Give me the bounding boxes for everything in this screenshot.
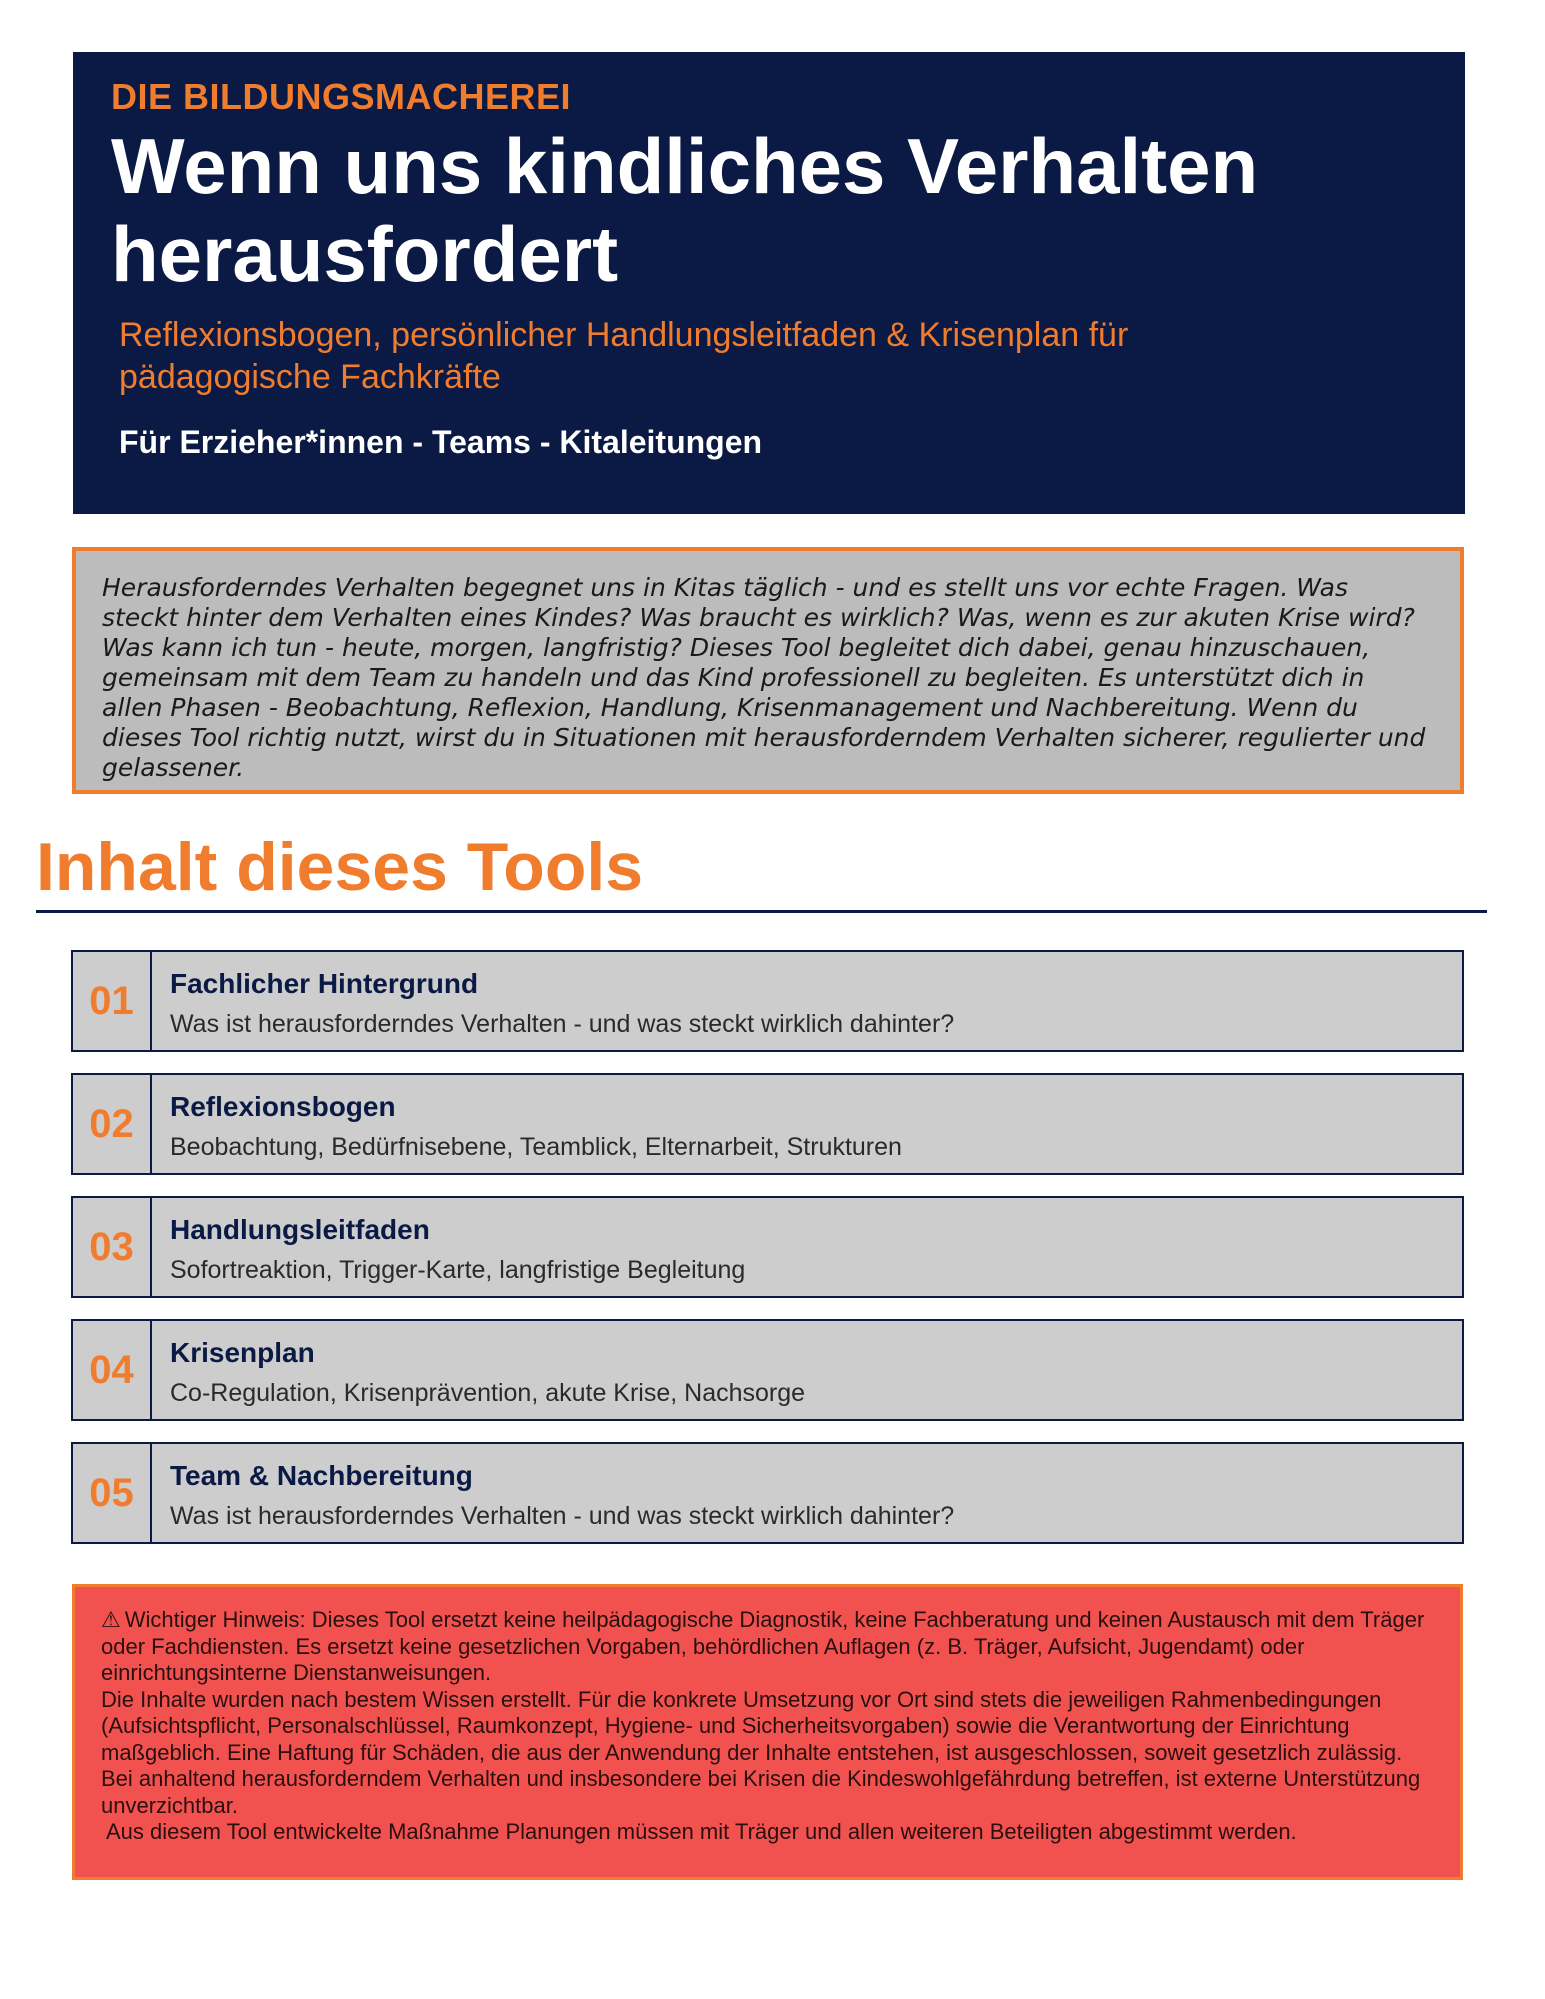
toc-item	[71, 1073, 1464, 1175]
intro-box	[72, 547, 1464, 794]
toc-item-text	[152, 1075, 902, 1173]
target-audience: Für Erzieher*innen - Teams - Kitaleitungen	[119, 424, 763, 460]
toc-item-title: Reflexionsbogen	[170, 1091, 396, 1122]
disclaimer-label: Wichtiger Hinweis:	[124, 1607, 306, 1632]
toc-item	[71, 1319, 1464, 1421]
toc-item-description: Sofortreaktion, Trigger-Karte, langfristige Begleitung	[170, 1256, 746, 1284]
toc-item-description: Beobachtung, Bedürfnisebene, Teamblick, Elternarbeit, Strukturen	[170, 1133, 902, 1161]
toc-item-title: Fachlicher Hintergrund	[170, 968, 479, 999]
toc-item-number: 03	[73, 1198, 152, 1296]
toc-item	[71, 950, 1464, 1052]
toc-item	[71, 1442, 1464, 1544]
toc-item-description: Was ist herausforderndes Verhalten - und was steckt wirklich dahinter?	[170, 1502, 955, 1530]
toc-item-number: 04	[73, 1321, 152, 1419]
toc-item-number: 02	[73, 1075, 152, 1173]
toc-item-title: Krisenplan	[170, 1337, 315, 1368]
toc-item-description: Co-Regulation, Krisenprävention, akute Krise, Nachsorge	[170, 1379, 806, 1407]
warning-icon: ⚠	[101, 1607, 121, 1632]
page-subtitle: Reflexionsbogen, persönlicher Handlungsleitfaden & Krisenplan für pädagogische Fachkräfte	[119, 316, 1129, 396]
disclaimer-text: Dieses Tool ersetzt keine heilpädagogische Diagnostik, keine Fachberatung und keinen Austausch mit dem Träger oder Fachdiensten. Es ersetzt keine gesetzlichen Vorgaben, behördlichen Auflagen (z. B. Träger, Aufsicht, Jugendamt) oder einrichtungsinterne Dienstanweisungen.	[101, 1607, 1425, 1685]
toc-item-text	[152, 952, 954, 1050]
toc-item-title: Team & Nachbereitung	[170, 1460, 473, 1491]
toc-item-title: Handlungsleitfaden	[170, 1214, 430, 1245]
toc-heading: Inhalt dieses Tools	[36, 829, 644, 905]
disclaimer-text: Die Inhalte wurden nach bestem Wissen erstellt. Für die konkrete Umsetzung vor Ort sind stets die jeweiligen Rahmenbedingungen (Aufsichtspflicht, Personalschlüssel, Raumkonzept, Hygiene- und Sicherheitsvorgaben) sowie die Verantwortung der Einrichtung maßgeblich. Eine Haftung für Schäden, die aus der Anwendung der Inhalte entstehen, ist ausgeschlossen, soweit gesetzlich zulässig. Bei anhaltend herausforderndem Verhalten und insbesondere bei Krisen die Kindeswohlgefährdung betreffen, ist externe Unterstützung unverzichtbar.	[101, 1686, 1421, 1818]
page-title: Wenn uns kindliches Verhalten herausfordert	[111, 122, 1259, 298]
brand-name: DIE BILDUNGSMACHEREI	[111, 76, 572, 117]
toc-item-text	[152, 1321, 805, 1419]
disclaimer-box	[72, 1584, 1463, 1880]
disclaimer-text: Aus diesem Tool entwickelte Maßnahme Planungen müssen mit Träger und allen weiteren Beteiligten abgestimmt werden.	[106, 1819, 1297, 1844]
toc-item-number: 05	[73, 1444, 152, 1542]
toc-item-text	[152, 1444, 954, 1542]
toc-item-description: Was ist herausforderndes Verhalten - und was steckt wirklich dahinter?	[170, 1010, 955, 1038]
toc-item-number: 01	[73, 952, 152, 1050]
toc-item-text	[152, 1198, 745, 1296]
intro-text: Herausforderndes Verhalten begegnet uns in Kitas täglich - und es stellt uns vor echte Fragen. Was steckt hinter dem Verhalten eines Kindes? Was braucht es wirklich? Was, wenn es zur akuten Krise wird? Was kann ich tun - heute, morgen, langfristig? Dieses Tool begleitet dich dabei, genau hinzuschauen, gemeinsam mit dem Team zu handeln und das Kind professionell zu begleiten. Es unterstützt dich in allen Phasen - Beobachtung, Reflexion, Handlung, Krisenmanagement und Nachbereitung. Wenn du dieses Tool richtig nutzt, wirst du in Situationen mit herausforderndem Verhalten sicherer, regulierter und gelassener.	[102, 573, 1426, 782]
toc-item	[71, 1196, 1464, 1298]
header-banner	[73, 52, 1465, 514]
toc-list	[71, 950, 1464, 1565]
toc-divider	[36, 910, 1487, 913]
